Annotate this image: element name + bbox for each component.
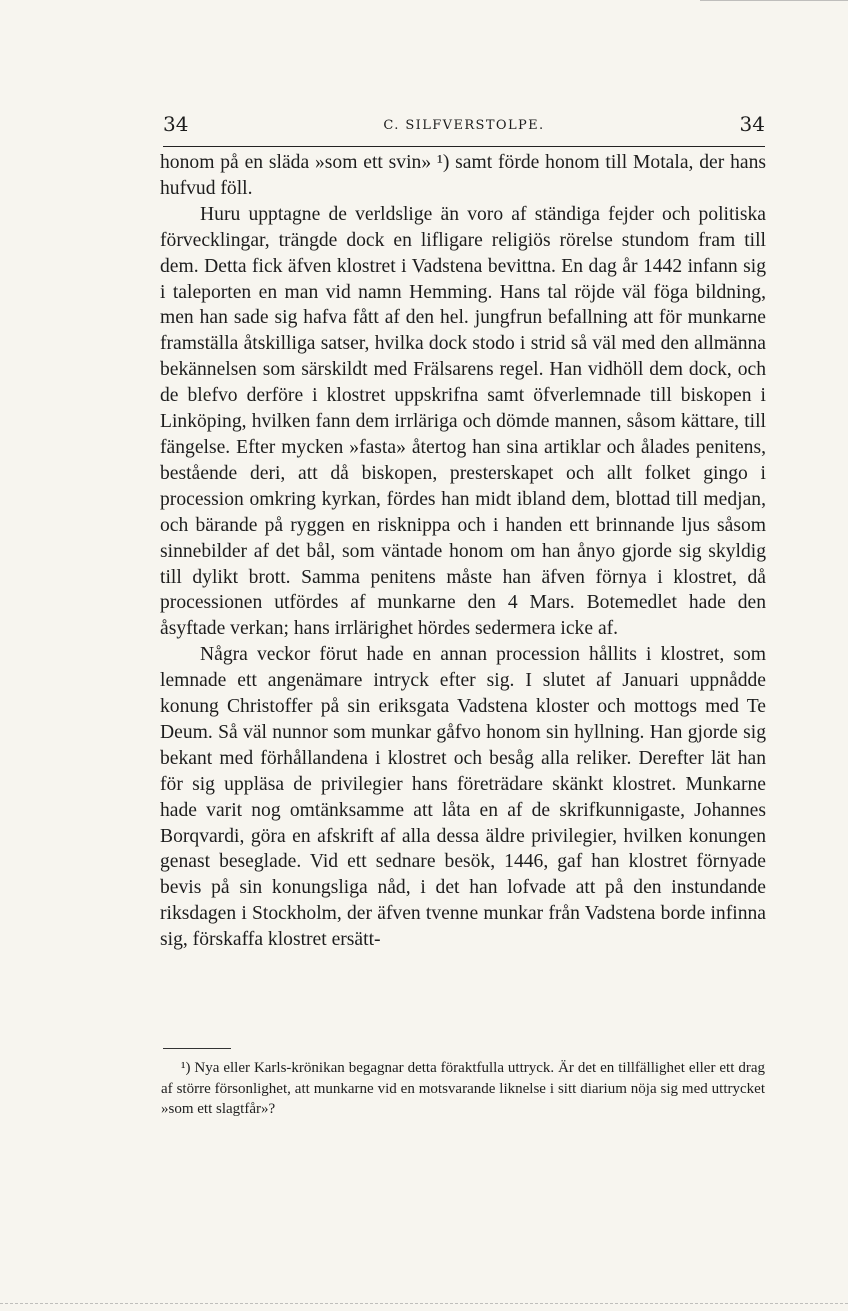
paragraph-1: honom på en släda »som ett svin» ¹) samt förde honom till Motala, der hans hufvud föll.: [160, 152, 766, 199]
header-rule: [163, 146, 765, 147]
footnote: ¹) Nya eller Karls-krönikan begagnar detta föraktfulla uttryck. Är det en tillfällighet eller ett drag af större försonlighet, att munkarne vid en motsvarande liknelse i sitt diarium nöja sig med uttrycket »som ett slagtfår»?: [161, 1060, 765, 1117]
scan-bottom-edge: [0, 1303, 848, 1304]
page-number-right: 34: [739, 112, 765, 136]
footnote-rule: [163, 1048, 231, 1049]
main-text: [160, 150, 766, 953]
running-header: [163, 112, 765, 142]
paragraph-2: Huru upptagne de verldslige än voro af ständiga fejder och politiska förvecklingar, trängde dock en lifligare religiös rörelse stundom fram till dem. Detta fick äfven klostret i Vadstena bevittna. En dag år 1442 infann sig i taleporten en man vid namn Hemming. Hans tal röjde väl föga bildning, men han sade sig hafva fått af den hel. jungfrun befallning att för munkarne framställa åtskilliga satser, hvilka dock stodo i strid så väl med den allmänna bekännelsen som särskildt med Frälsarens regel. Han vidhöll dem dock, och de blefvo derföre i klostret uppskrifna samt öfverlemnade till biskopen i Linköping, hvilken fann dem irrläriga och dömde mannen, såsom kättare, till fängelse. Efter mycken »fasta» återtog han sina artiklar och ålades penitens, bestående deri, att då biskopen, presterskapet och allt folket gingo i procession omkring kyrkan, fördes han midt ibland dem, blottad till medjan, och bärande på ryggen en risknippa och i handen ett brinnande ljus såsom sinnebilder af det bål, som väntade honom om han ånyo gjorde sig skyldig till dylikt brott. Samma penitens måste han äfven förnya i klostret, då processionen utfördes af munkarne den 4 Mars. Botemedlet hade den åsyftade verkan; hans irrlärighet hördes sedermera icke af.: [160, 203, 766, 640]
running-title: C. SILFVERSTOLPE.: [383, 118, 545, 133]
paragraph-3: Några veckor förut hade en annan procession hållits i klostret, som lemnade ett angenämare intryck efter sig. I slutet af Januari uppnådde konung Christoffer på sin eriksgata Vadstena kloster och mottogs med Te Deum. Så väl nunnor som munkar gåfvo honom sin hyllning. Han gjorde sig bekant med förhållandena i klostret och besåg alla reliker. Derefter lät han för sig uppläsa de privilegier hans företrädare skänkt klostret. Munkarne hade varit nog omtänksamme att låta en af de skrifkunnigaste, Johannes Borqvardi, göra en afskrift af alla dessa äldre privilegier, hvilken konungen genast beseglade. Vid ett sednare besök, 1446, gaf han klostret förnyade bevis på sin konungsliga nåd, i det han lofvade att på den instundande riksdagen i Stockholm, der äfven tvenne munkar från Vadstena borde infinna sig, förskaffa klostret ersätt-: [160, 644, 766, 951]
scan-top-edge: [700, 0, 848, 1]
page-number-left: 34: [163, 112, 189, 136]
